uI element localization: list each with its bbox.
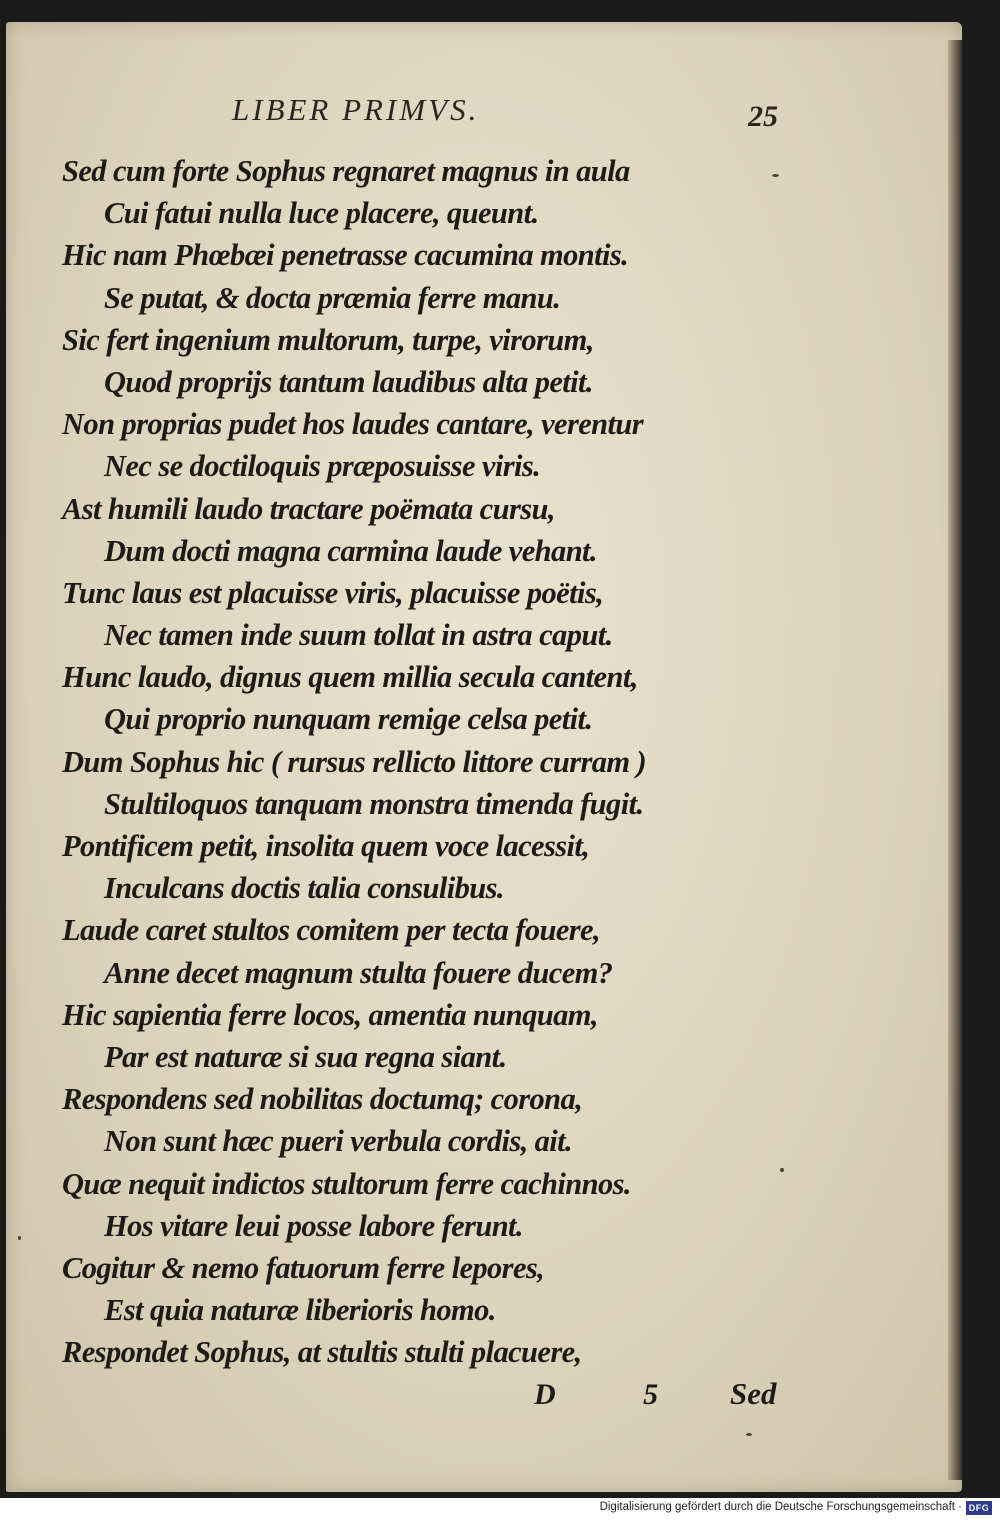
verse-line: Dum Sophus hic ( rursus rellicto littore curram ) [62, 744, 647, 779]
verse-line: Inculcans doctis talia consulibus. [104, 871, 504, 906]
verse-line: Qui proprio nunquam remige celsa petit. [104, 702, 593, 737]
verse-line: Non proprias pudet hos laudes cantare, verentur [62, 407, 644, 442]
verse-line: Se putat, & docta præmia ferre manu. [104, 280, 561, 315]
page-number: 25 [748, 100, 778, 133]
ink-speck [746, 1433, 752, 1436]
verse-line: Sed cum forte Sophus regnaret magnus in aula [62, 154, 630, 188]
ink-speck [18, 1236, 21, 1240]
verse-line: Ast humili laudo tractare poëmata cursu, [62, 491, 555, 526]
dfg-logo-icon: DFG [966, 1501, 992, 1515]
verse-list [62, 150, 782, 1373]
funding-credit: Digitalisierung gefördert durch die Deutsche Forschungsgemeinschaft · [599, 1501, 962, 1513]
ink-speck [780, 1168, 784, 1172]
verse-line: Tunc laus est placuisse viris, placuisse poëtis, [62, 575, 604, 610]
running-title: LIBER PRIMVS. [232, 92, 480, 127]
verse-line: Quæ nequit indictos stultorum ferre cachinnos. [62, 1166, 631, 1201]
ink-speck [772, 174, 779, 177]
verse-line: Stultiloquos tanquam monstra timenda fugit. [104, 786, 644, 821]
verse-line: Anne decet magnum stulta fouere ducem? [104, 955, 613, 990]
verse-line: Respondens sed nobilitas doctumq; corona, [62, 1082, 583, 1117]
catchword: Sed [730, 1376, 777, 1411]
verse-line: Hos vitare leui posse labore ferunt. [104, 1208, 523, 1243]
verse-line: Cui fatui nulla luce placere, queunt. [104, 196, 539, 231]
verse-line: Nec tamen inde suum tollat in astra caput. [104, 618, 613, 653]
verse-line: Respondet Sophus, at stultis stulti placuere, [62, 1335, 582, 1370]
verse-line: Hunc laudo, dignus quem millia secula cantent, [62, 660, 638, 695]
signature-mark: D 5 [534, 1378, 699, 1411]
verse-line: Hic nam Phœbæi penetrasse cacumina montis. [62, 238, 629, 273]
verse-line: Hic sapientia ferre locos, amentia nunquam, [62, 997, 598, 1032]
verse-line: Sic fert ingenium multorum, turpe, virorum, [62, 322, 594, 357]
verse-line: Laude caret stultos comitem per tecta fouere, [62, 913, 601, 948]
verse-line: Nec se doctiloquis præposuisse viris. [104, 449, 541, 484]
verse-line: Est quia naturæ liberioris homo. [104, 1293, 496, 1328]
verse-line: Pontificem petit, insolita quem voce lacessit, [62, 829, 590, 863]
verse-line: Cogitur & nemo fatuorum ferre lepores, [62, 1250, 545, 1285]
verse-line: Non sunt hæc pueri verbula cordis, ait. [104, 1124, 573, 1159]
page-edge-shadow [948, 40, 962, 1480]
verse-line: Dum docti magna carmina laude vehant. [104, 533, 597, 568]
verse-line: Quod proprijs tantum laudibus alta petit. [104, 364, 593, 399]
verse-line: Par est naturæ si sua regna siant. [104, 1039, 507, 1074]
